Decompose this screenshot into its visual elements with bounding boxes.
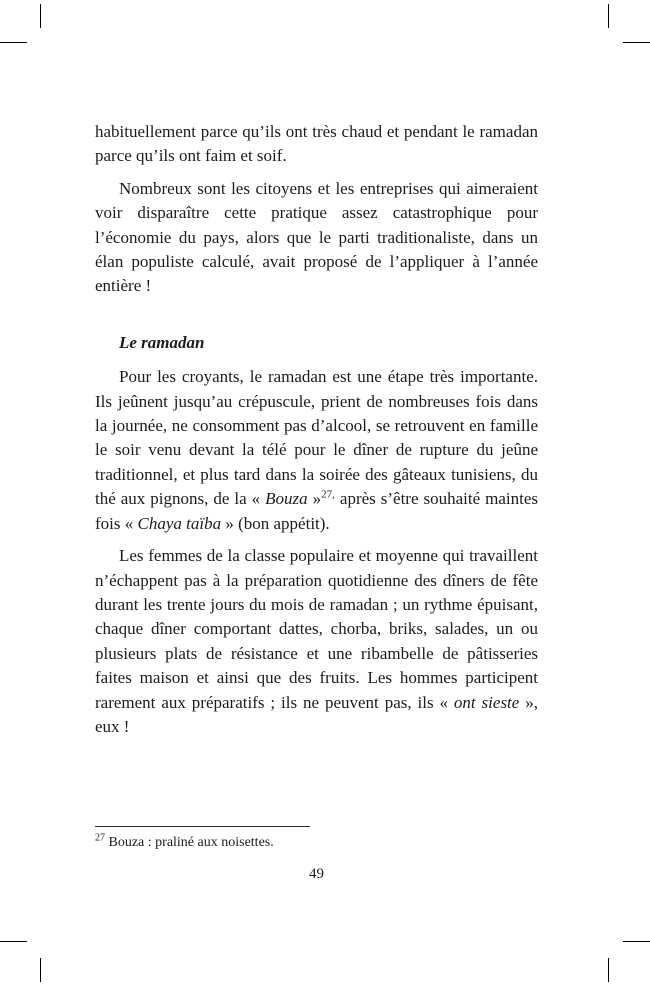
crop-mark-top-right-vertical <box>608 4 609 28</box>
crop-mark-bottom-right-vertical <box>608 958 609 982</box>
paragraph <box>95 177 538 299</box>
footnote-divider <box>95 826 310 827</box>
crop-mark-bottom-left-horizontal <box>0 941 27 942</box>
body-text: » (bon appétit). <box>221 513 330 533</box>
footnote <box>95 834 538 852</box>
crop-mark-top-right-horizontal <box>623 42 650 43</box>
crop-mark-bottom-left-vertical <box>40 958 41 982</box>
crop-mark-top-left-vertical <box>40 4 41 28</box>
paragraph <box>95 120 538 169</box>
body-text: Nombreux sont les citoyens et les entreprises qui aimeraient voir disparaître cette pratique assez catastrophique pour l’économie du pays, alors que le parti traditionaliste, dans un élan populiste calculé, avait proposé de l’appliquer à l’année entière ! <box>95 178 538 296</box>
emphasized-text: ont sieste <box>453 692 520 712</box>
crop-mark-top-left-horizontal <box>0 42 27 43</box>
footnote-area <box>95 826 538 852</box>
body-text: habituellement parce qu’ils ont très chaud et pendant le ramadan parce qu’ils ont faim et soif. <box>95 122 538 166</box>
body-text: après s’être souhaité maintes fois « <box>95 489 539 533</box>
body-text: Les femmes de la classe populaire et moyenne qui travaillent n’échappent pas à la préparation quotidienne des dîners de fête durant les trente jours du mois de ramadan ; un rythme épuisant, chaque dîner comportant dattes, chorba, briks, salades, un ou plusieurs plats de résistance et une ribambelle de pâtisseries faites maison et ainsi que des fruits. Les hommes participent rarement aux préparatifs ; ils ne peuvent pas, ils « <box>95 546 538 712</box>
body-text: Pour les croyants, le ramadan est une étape très importante. Ils jeûnent jusqu’au crépuscule, prient de nombreuses fois dans la journée, ne consomment pas d’alcool, se retrouvent en famille le soir venu devant la télé pour le dîner de rupture du jeûne traditionnel, et plus tard dans la soirée des gâteaux tunisiens, du thé aux pignons, de la « <box>95 367 538 509</box>
emphasized-text: Chaya taïba <box>137 513 222 533</box>
body-text: Le ramadan <box>119 332 205 352</box>
page-number: 49 <box>309 866 324 882</box>
emphasized-text: Bouza <box>265 489 308 509</box>
footnote-marker: 27 <box>95 832 105 844</box>
paragraph <box>95 544 538 739</box>
crop-mark-bottom-right-horizontal <box>623 941 650 942</box>
page-body <box>95 120 538 747</box>
footnote-text: Bouza : praliné aux noisettes. <box>105 835 274 850</box>
section-heading <box>95 331 538 355</box>
body-text: » <box>307 489 322 509</box>
footnote-reference: 27, <box>321 488 335 501</box>
body-text: », eux ! <box>95 692 539 736</box>
paragraph <box>95 365 538 536</box>
